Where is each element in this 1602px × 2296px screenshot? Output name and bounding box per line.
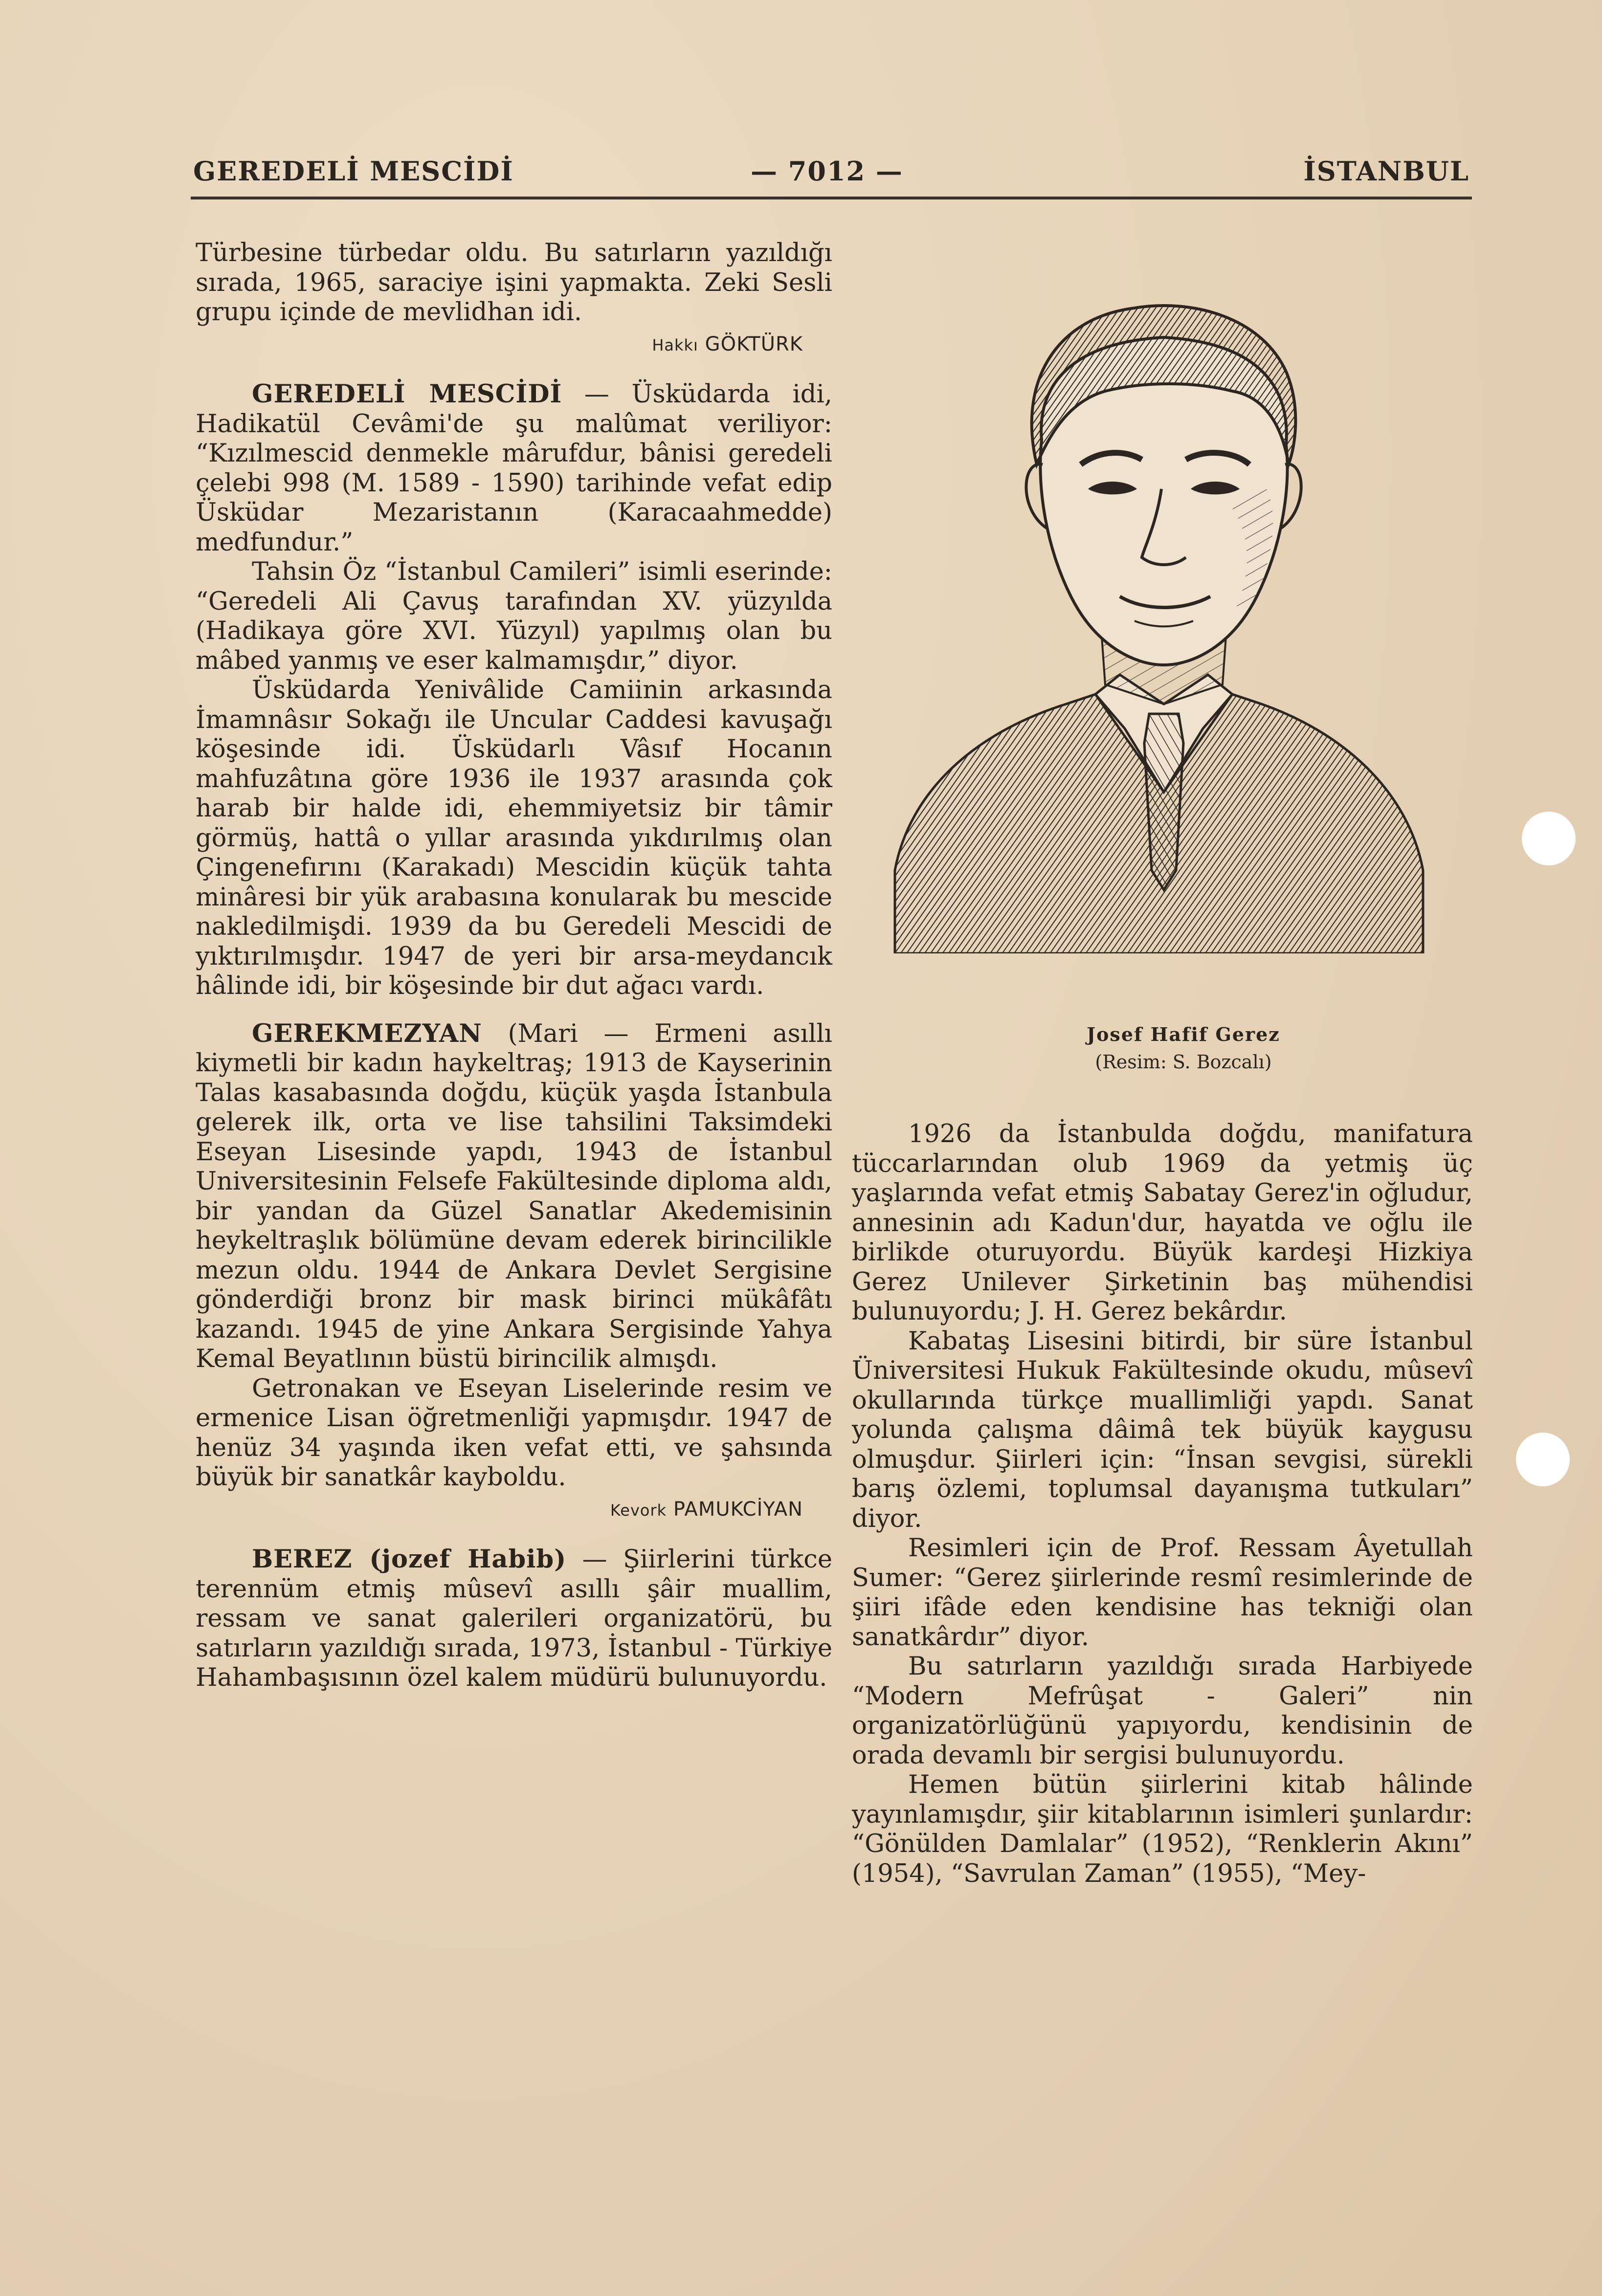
author-first-name: Kevork (610, 1501, 667, 1520)
header-volume-title: İSTANBUL (1303, 155, 1469, 187)
punch-hole-bottom (1516, 1433, 1570, 1486)
article-paragraph (196, 1374, 832, 1493)
portrait-caption (988, 1021, 1379, 1076)
paragraph-text: Üsküdarda Yenivâlide Camiinin arkasında İmamnâsır Sokağı ile Uncular Caddesi kavuşağı köşesinde idi. Üsküdarlı Vâsıf Hocanın mahfuzâtına göre 1936 ile 1937 arasında çok harab bir halde idi, ehemmiyetsiz bir tâmir görmüş, hattâ o yıllar arasında yıkdırılmış olan Çingenefırını (Karakadı) Mescidin küçük tahta minâresi bir yük arabasına konularak bu mescide nakledilmişdi. 1939 da bu Geredeli Mescidi de yıktırılmışdır. 1947 de yeri bir arsa-meydancık hâlinde idi, bir köşesinde bir dut ağacı vardı. (196, 676, 832, 1000)
portrait-drawing (890, 235, 1428, 953)
caption-name: Josef Hafif Gerez (1087, 1023, 1280, 1045)
article-paragraph (852, 1120, 1473, 1327)
author-signature (196, 1495, 803, 1525)
article-paragraph (196, 1545, 832, 1693)
article-paragraph (196, 676, 832, 1001)
article-paragraph (196, 1019, 832, 1374)
author-surname: PAMUKCİYAN (673, 1498, 803, 1521)
paragraph-text: Türbesine türbedar oldu. Bu satırların yazıldığı sırada, 1965, saraciye işini yapmakta. Zeki Sesli grupu içinde de mevlidhan idi. (196, 239, 832, 327)
article-paragraph (196, 557, 832, 676)
article-paragraph (852, 1327, 1473, 1534)
article-paragraph (852, 1534, 1473, 1652)
header-rule (191, 197, 1472, 199)
article-paragraph (852, 1652, 1473, 1770)
right-column (852, 1120, 1473, 1889)
punch-hole-top (1522, 812, 1576, 865)
paragraph-text: Getronakan ve Eseyan Liselerinde resim ve ermenice Lisan öğretmenliği yapmışdır. 1947 de henüz 34 yaşında iken vefat etti, ve şahsında büyük bir sanatkâr kayboldu. (196, 1374, 832, 1492)
entry-heading: GEREKMEZYAN (252, 1018, 482, 1048)
paragraph-text: (Mari — Ermeni asıllı kiymetli bir kadın haykeltraş; 1913 de Kayserinin Talas kasabasında doğdu, küçük yaşda İstanbula gelerek ilk, orta ve lise tahsilini Taksimdeki Eseyan Lisesinde yapdı, 1943 de İstanbul Universitesinin Felsefe Fakültesinde diploma aldı, bir yandan da Güzel Sanatlar Akedemisinin heykeltraşlık bölümüne devam ederek birincilikle mezun oldu. 1944 de Ankara Devlet Sergisine gönderdiği bronz bir mask birinci mükâfâtı kazandı. 1945 de yine Ankara Sergisinde Yahya Kemal Beyatlının büstü birincilik almışdı. (196, 1019, 832, 1373)
paragraph-text: Kabataş Lisesini bitirdi, bir süre İstanbul Üniversitesi Hukuk Fakültesinde okudu, mûsevî okullarında türkçe muallimliği yapdı. Sanat yolunda çalışma dâimâ tek büyük kaygusu olmuşdur. Şiirleri için: “İnsan sevgisi, sürekli barış özlemi, toplumsal dayanışma tutkuları” diyor. (852, 1326, 1473, 1533)
author-signature (196, 330, 803, 360)
header-section-title: GEREDELİ MESCİDİ (193, 155, 514, 187)
left-column (196, 239, 832, 1693)
portrait-illustration (890, 235, 1428, 953)
author-surname: GÖKTÜRK (705, 332, 803, 355)
caption-credit: (Resim: S. Bozcalı) (1095, 1051, 1272, 1073)
paragraph-text: Bu satırların yazıldığı sırada Harbiyede “Modern Mefrûşat - Galeri” nin organizatörlüğünü yapıyordu, kendisinin de orada devamlı bir sergisi bulunuyordu. (852, 1652, 1473, 1770)
article-paragraph (196, 379, 832, 557)
article-paragraph (196, 239, 832, 328)
paragraph-text: — Şiirlerini türkce terennüm etmiş mûsevî asıllı şâir muallim, ressam ve sanat galerileri organizatörü, bu satırların yazıldığı sırada, 1973, İstanbul - Türkiye Hahambaşısının özel kalem müdürü bulunuyordu. (196, 1545, 832, 1692)
paragraph-text: Hemen bütün şiirlerini kitab hâlinde yayınlamışdır, şiir kitablarının isimleri şunlardır: “Gönülden Damlalar” (1952), “Renklerin Akını” (1954), “Savrulan Zaman” (1955), “Mey- (852, 1770, 1473, 1888)
author-first-name: Hakkı (652, 335, 698, 354)
paragraph-gap (196, 1001, 832, 1019)
paragraph-text: Resimleri için de Prof. Ressam Âyetullah Sumer: “Gerez şiirlerinde resmî resimlerinde de şiiri ifâde eden kendisine has tekniği olan sanatkârdır” diyor. (852, 1534, 1473, 1652)
paragraph-text: 1926 da İstanbulda doğdu, manifatura tüccarlarından olub 1969 da yetmiş üç yaşlarında vefat etmiş Sabatay Gerez'in oğludur, annesinin adı Kadun'dur, hayatda ve oğlu ile birlikde oturuyordu. Büyük kardeşi Hizkiya Gerez Unilever Şirketinin baş mühendisi bulunuyordu; J. H. Gerez bekârdır. (852, 1120, 1473, 1326)
entry-heading: GEREDELİ MESCİDİ (252, 379, 562, 409)
entry-heading: BEREZ (jozef Habib) (252, 1545, 567, 1574)
paragraph-text: Tahsin Öz “İstanbul Camileri” isimli eserinde: “Geredeli Ali Çavuş tarafından XV. yüzyılda (Hadikaya göre XVI. Yüzyıl) yapılmış olan bu mâbed yanmış ve eser kalmamışdır,” diyor. (196, 557, 832, 675)
paragraph-text: — Üsküdarda idi, Hadikatül Cevâmi'de şu malûmat veriliyor: “Kızılmescid denmekle mârufdur, bânisi geredeli çelebi 998 (M. 1589 - 1590) tarihinde vefat edip Üsküdar Mezaristanın (Karacaahmedde) medfundur.” (196, 380, 832, 557)
article-paragraph (852, 1770, 1473, 1889)
page-number: — 7012 — (751, 155, 903, 187)
